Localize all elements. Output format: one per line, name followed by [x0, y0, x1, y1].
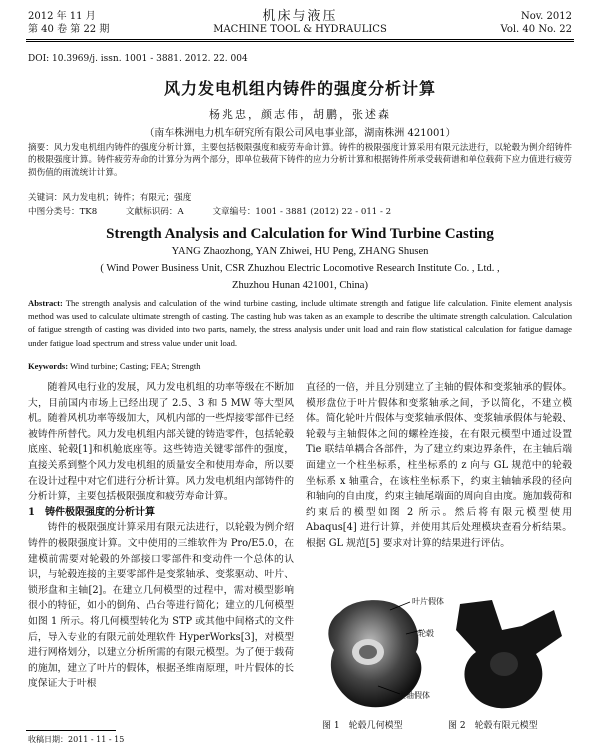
title-en: Strength Analysis and Calculation for Wind Turbine Casting	[106, 226, 494, 242]
figure-2-caption: 图 2 轮毂有限元模型	[448, 721, 538, 731]
clc-number: 中图分类号：TK8	[28, 207, 98, 217]
label-hub: 轮毂	[418, 629, 434, 638]
journal-name-cn: 机床与液压	[262, 9, 338, 24]
body-paragraph: 铸件的极限强度计算采用有限元法进行，以轮毂为例介绍铸件的极限强度计算。文中使用的三维软件为 Pro/E5.0，在建模前需要对轮毂的外部接口零部件和变动件一个总体的认识，与轮毂连接的主要零部件是变浆轴承、变浆驱动、叶片、锁形盘和主轴[2]。在建立几何模型的过程中，需对模型影响很小的特征，如小的倒角、凸台等进行简化；建立的几何模型如图 1 所示。将几何模型转化为 STP 或其他中间格式的文件后，导入专业的有限元前处理软件 HyperWorks[3]，对模型进行网格划分，以建立分析所需的有限元模型。为了便于载荷的施加，建立了叶片的假体，根据圣维南原理，叶片假体的长度保证大于叶根	[28, 522, 294, 690]
header-rule-2	[26, 41, 574, 42]
keywords-en-text: Wind turbine; Casting; FEA; Strength	[68, 361, 201, 371]
abstract-en-label: Abstract:	[28, 298, 63, 308]
document-code: 文献标识码：A	[125, 207, 184, 217]
footnote-rule	[26, 730, 116, 731]
classification-line	[28, 205, 572, 217]
abstract-en-text: The strength analysis and calculation of the wind turbine casting, include ultimate strength and fatigue life calculation. Finite element analysis method was used to calculate ultimate strength of casting. The casting hub was taken as an example to describe the ultimate strength calculation. Calculation of fatigue strength of casting was divided into two parts, namely, the stress analysis under unit load and rain flow statistical calculation for fatigue damage under fatigue load spectrum and stress value under unit load.	[28, 298, 572, 348]
title-cn: 风力发电机组内铸件的强度分析计算	[163, 79, 436, 98]
header-volume-cn: 第 40 卷 第 22 期	[28, 24, 110, 35]
received-date: 收稿日期：2011 - 11 - 15	[28, 735, 125, 744]
authors-cn: 杨兆忠，颜志伟，胡鹏，张述森	[209, 108, 391, 121]
body-right-column	[306, 380, 572, 552]
header-date: 2012 年 11 月	[28, 11, 96, 22]
body-left-column	[28, 380, 294, 692]
header-volume-en: Vol. 40 No. 22	[500, 24, 572, 35]
header-right	[501, 10, 572, 36]
section-heading: 1 铸件极限强度的分析计算	[28, 506, 155, 518]
abstract-cn: 摘要：风力发电机组内铸件的强度分析计算，主要包括极限强度和疲劳寿命计算。铸件的极限强度计算采用有限元法进行，以轮毂为例介绍铸件的极限强度计算。铸件疲劳寿命的计算分为两个部分，即单位载荷下铸件的应力分析计算和根据铸件所承受载荷谱和单位载荷下应力值进行疲劳损伤值的雨流统计计算。	[28, 143, 572, 178]
label-main-shaft-dummy: 主轴假体	[398, 691, 430, 700]
body-paragraph: 直径的一倍，并且分别建立了主轴的假体和变浆轴承的假体。模形盘位于叶片假体和变浆轴承之间，予以简化，不建立模体。简化轮叶片假体与变浆轴承假体、变浆轴承假体与轮毂、轮毂与主轴假体之间的螺栓连接，在有限元模型中通过设置 Tie 联结单耦合各部件，为了建立约束边界条件，在主轴后端面建立一个柱坐标系，柱坐标系的 z 向与 GL 规范中的轮毂坐标系 x 轴重合，在该柱坐标系下，约束主轴轴承段的径向和轴向的自由度，约束主轴尾端面的周向自由度。施加载荷和约束后的模型如图 2 所示。然后将有限元模型使用 Abaqus[4] 进行计算，并使用其后处理模块查看分析结果。根据 GL 规范[5] 要求对计算的结果进行评估。	[306, 382, 572, 549]
affiliation-cn: （南车株洲电力机车研究所有限公司风电事业部，湖南株洲 421001）	[144, 128, 456, 139]
affiliation-en-2: Zhuzhou Hunan 421001, China)	[232, 280, 368, 291]
keywords-en-label: Keywords:	[28, 361, 69, 371]
authors-en: YANG Zhaozhong, YAN Zhiwei, HU Peng, ZHANG Shusen	[171, 246, 429, 257]
doi-line: DOI: 10.3969/j. issn. 1001 - 3881. 2012. 22. 004	[28, 54, 248, 64]
abstract-en	[28, 297, 572, 350]
article-number: 文章编号：1001 - 3881 (2012) 22 - 011 - 2	[212, 207, 392, 217]
affiliation-en-1: ( Wind Power Business Unit, CSR Zhuzhou Electric Locomotive Research Institute Co. , Ltd. ,	[100, 263, 500, 274]
keywords-en	[28, 361, 572, 371]
label-blade-dummy: 叶片假体	[412, 597, 444, 606]
journal-name-en: MACHINE TOOL & HYDRAULICS	[213, 24, 387, 35]
header-date-en: Nov. 2012	[520, 11, 572, 22]
body-paragraph: 随着风电行业的发展，风力发电机组的功率等级在不断加大，目前国内市场上已经出现了 2.5、3 和 5 MW 等大型风机。随着风机功率等级加大，风机内部的一些焊接零部件已经被铸件所替代。风力发电机组内部关键的铸造零件，包括轮毂底座、轮毂[1]和机舱底座等。这些铸造关键零部件的强度，直接关系到整个风力发电机组的质量安全和使用寿命，所以要在设计过程中对它们进行分析计算。风力发电机组内部铸件的分析计算，主要包括极限强度和疲劳寿命计算。	[28, 382, 294, 503]
header-rule	[26, 39, 574, 40]
hub-fe-model-figure	[446, 596, 568, 715]
keywords-cn: 关键词：风力发电机；铸件；有限元；强度	[28, 193, 192, 203]
figure-1-caption: 图 1 轮毂几何模型	[322, 721, 403, 731]
